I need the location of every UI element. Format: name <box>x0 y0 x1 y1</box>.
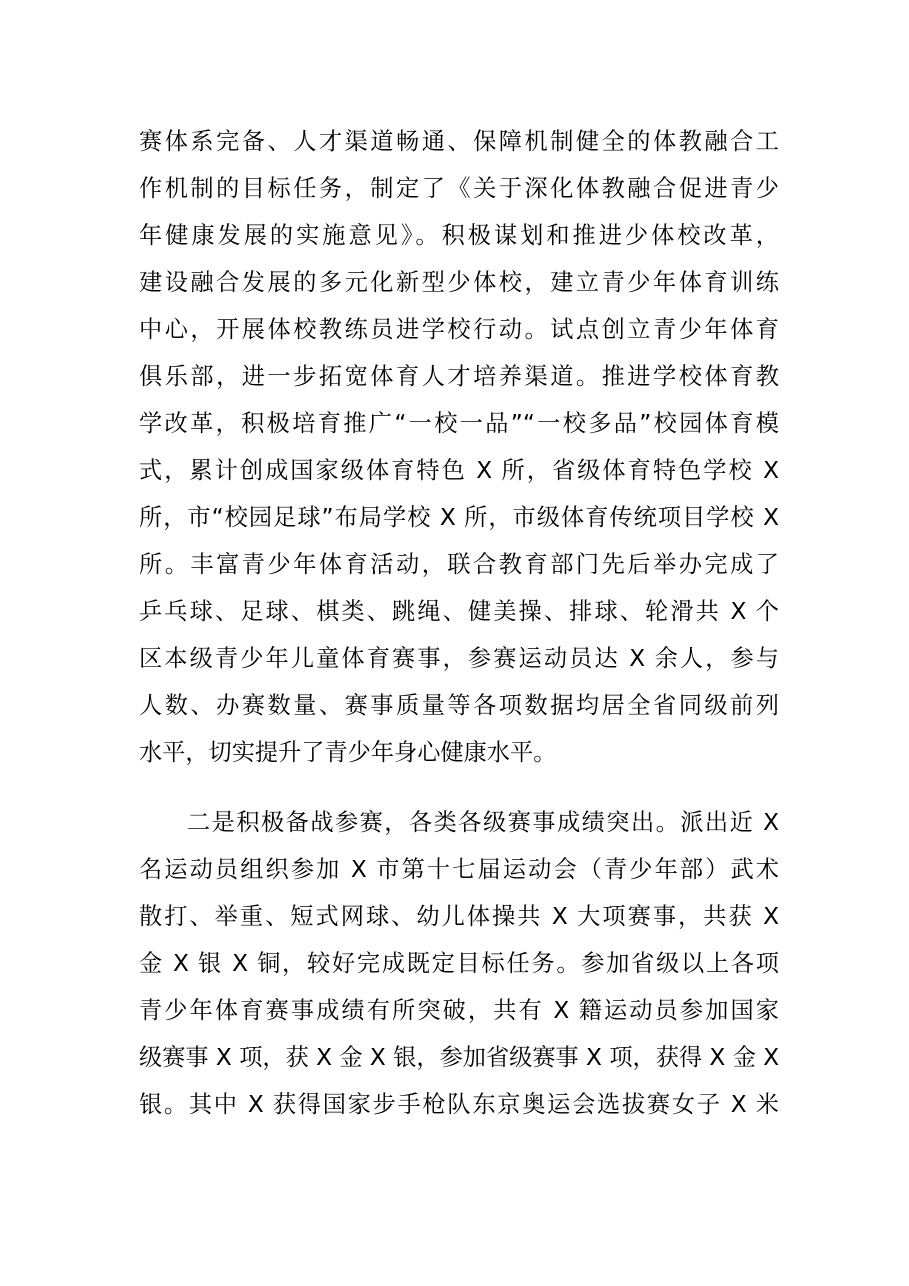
text-line: 乒乓球、足球、棋类、跳绳、健美操、排球、轮滑共 X 个 <box>139 598 779 625</box>
text-line: 金 X 银 X 铜，较好完成既定目标任务。参加省级以上各项 <box>139 950 779 977</box>
text-line: 赛体系完备、人才渠道畅通、保障机制健全的体教融合工 <box>139 128 779 155</box>
text-line: 级赛事 X 项，获 X 金 X 银，参加省级赛事 X 项，获得 X 金 X <box>139 1044 780 1071</box>
text-line: 中心，开展体校教练员进学校行动。试点创立青少年体育 <box>139 316 779 343</box>
text-line: 人数、办赛数量、赛事质量等各项数据均居全省同级前列 <box>139 692 779 719</box>
text-line: 作机制的目标任务，制定了《关于深化体教融合促进青少 <box>139 175 779 202</box>
text-line: 青少年体育赛事成绩有所突破，共有 X 籍运动员参加国家 <box>139 997 779 1024</box>
text-line: 散打、举重、短式网球、幼儿体操共 X 大项赛事，共获 X <box>139 903 779 930</box>
paragraph-2 <box>139 799 779 1128</box>
text-line: 所，市“校园足球”布局学校 X 所，市级体育传统项目学校 X <box>139 504 779 531</box>
paragraph-1 <box>139 118 779 776</box>
text-line: 区本级青少年儿童体育赛事，参赛运动员达 X 余人，参与 <box>139 645 779 672</box>
text-line: 所。丰富青少年体育活动，联合教育部门先后举办完成了 <box>139 551 779 578</box>
text-line: 银。其中 X 获得国家步手枪队东京奥运会选拔赛女子 X 米 <box>139 1091 779 1118</box>
text-line: 建设融合发展的多元化新型少体校，建立青少年体育训练 <box>139 269 779 296</box>
text-line: 年健康发展的实施意见》。积极谋划和推进少体校改革， <box>139 222 779 249</box>
text-line: 二是积极备战参赛，各类各级赛事成绩突出。派出近 X <box>187 809 779 836</box>
text-line: 式，累计创成国家级体育特色 X 所，省级体育特色学校 X <box>139 457 779 484</box>
text-line: 学改革，积极培育推广“一校一品”“一校多品”校园体育模 <box>139 410 779 437</box>
text-line: 俱乐部，进一步拓宽体育人才培养渠道。推进学校体育教 <box>139 363 779 390</box>
text-line: 名运动员组织参加 X 市第十七届运动会（青少年部）武术 <box>139 856 779 883</box>
text-line: 水平，切实提升了青少年身心健康水平。 <box>139 739 557 766</box>
